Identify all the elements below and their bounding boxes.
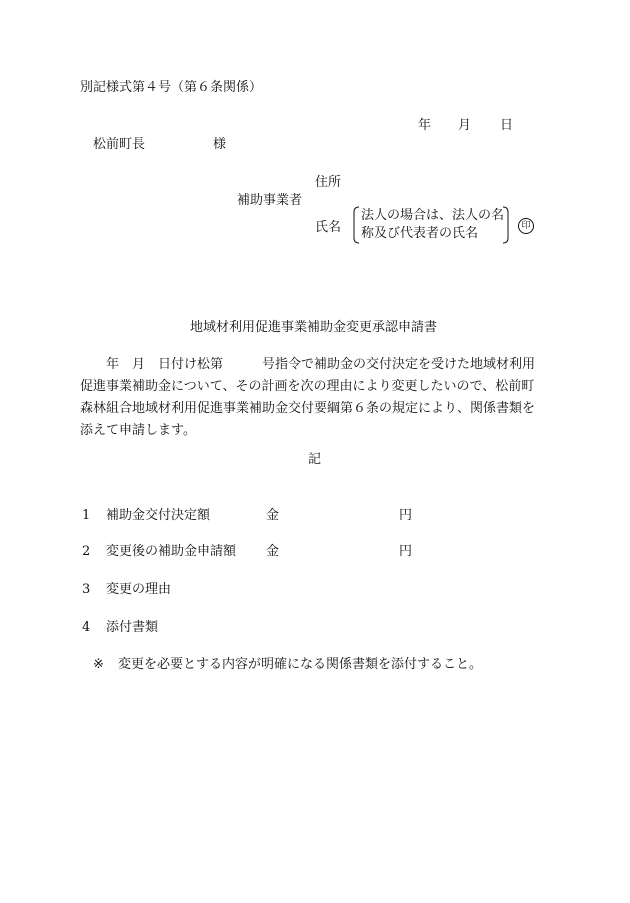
document-title: 地域材利用促進事業補助金変更承認申請書 bbox=[190, 320, 438, 335]
note-text: 変更を必要とする内容が明確になる関係書類を添付すること。 bbox=[118, 657, 483, 672]
item-3-number: 3 bbox=[82, 582, 91, 597]
address-label: 住所 bbox=[315, 175, 342, 190]
note-mark: ※ bbox=[93, 657, 104, 672]
corporate-name-note bbox=[352, 205, 512, 245]
name-label: 氏名 bbox=[315, 220, 342, 235]
item-1-label: 補助金交付決定額 bbox=[106, 508, 211, 523]
addressee-honorific: 様 bbox=[213, 137, 227, 152]
body-line: 森林組合地域材利用促進事業補助金交付要綱第６条の規定により、関係書類を bbox=[80, 401, 536, 416]
item-1-number: 1 bbox=[82, 508, 91, 523]
body-line: 年 月 日付け松第 号指令で補助金の交付決定を受けた地域材利用 bbox=[80, 357, 536, 372]
item-2-kin: 金 bbox=[266, 544, 280, 559]
date-month-label: 月 bbox=[458, 118, 472, 133]
item-1-yen: 円 bbox=[399, 508, 413, 523]
body-line: 添えて申請します。 bbox=[80, 423, 196, 438]
application-body bbox=[80, 354, 555, 442]
item-1-kin: 金 bbox=[266, 508, 280, 523]
corporate-note-line-2: 称及び代表者の氏名 bbox=[361, 226, 479, 241]
form-number-label: 別記様式第４号（第６条関係） bbox=[80, 80, 263, 95]
applicant-role-label: 補助事業者 bbox=[237, 193, 303, 208]
item-2-label: 変更後の補助金申請額 bbox=[106, 544, 237, 559]
item-4-label: 添付書類 bbox=[106, 620, 159, 635]
date-day-label: 日 bbox=[500, 118, 514, 133]
body-line: 促進事業補助金について、その計画を次の理由により変更したいので、松前町 bbox=[80, 379, 535, 394]
corporate-note-line-1: 法人の場合は、法人の名 bbox=[361, 208, 505, 223]
item-2-yen: 円 bbox=[399, 544, 413, 559]
date-year-label: 年 bbox=[418, 118, 432, 133]
addressee-name: 松前町長 bbox=[93, 137, 146, 152]
item-3-label: 変更の理由 bbox=[106, 582, 172, 597]
seal-mark: 印 bbox=[518, 218, 534, 234]
ki-heading: 記 bbox=[308, 452, 322, 467]
item-2-number: 2 bbox=[82, 544, 91, 559]
item-4-number: 4 bbox=[82, 620, 91, 635]
